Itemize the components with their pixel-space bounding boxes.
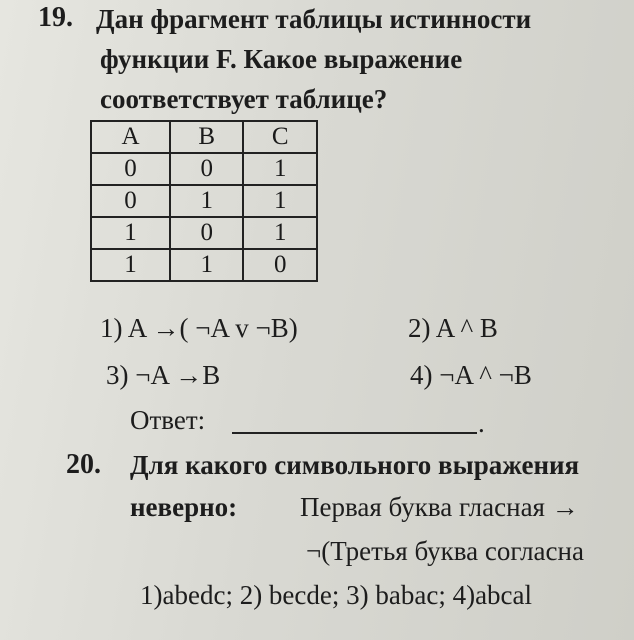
question-19-number: 19. <box>38 2 73 33</box>
table-cell: 1 <box>243 217 317 249</box>
question-19-text-line-1: Дан фрагмент таблицы истинности <box>96 4 532 34</box>
question-19-text-line-2: функции F. Какое выражение <box>100 44 463 74</box>
table-cell: 1 <box>243 153 317 185</box>
table-cell: 0 <box>170 153 244 185</box>
truth-table-header-row <box>91 121 317 153</box>
table-cell: 1 <box>170 249 244 281</box>
table-cell: 0 <box>243 249 317 281</box>
table-cell: 1 <box>91 249 170 281</box>
column-header-a: A <box>91 121 170 153</box>
table-row <box>91 249 317 281</box>
option-2: 2) A ^ B <box>408 313 498 343</box>
question-20-text-line-2b: Первая буква гласная → <box>300 492 579 522</box>
table-cell: 1 <box>91 217 170 249</box>
column-header-c: C <box>243 121 317 153</box>
question-20-text-line-3: ¬(Третья буква согласна <box>306 536 584 566</box>
table-cell: 0 <box>91 153 170 185</box>
question-20-text-line-1: Для какого символьного выражения <box>130 450 580 480</box>
table-row <box>91 217 317 249</box>
truth-table <box>90 120 318 282</box>
table-cell: 1 <box>243 185 317 217</box>
question-20-number: 20. <box>66 449 101 480</box>
table-row <box>91 185 317 217</box>
answer-end-dot: . <box>478 408 485 438</box>
table-cell: 1 <box>170 185 244 217</box>
table-row <box>91 153 317 185</box>
question-20-answers: 1)abedc; 2) becde; 3) babac; 4)abcal <box>140 580 533 610</box>
option-1: 1) A →( ¬A v ¬B) <box>100 313 298 343</box>
option-3: 3) ¬A →B <box>106 360 221 390</box>
question-19-text-line-3: соответствует таблице? <box>100 84 388 114</box>
answer-label: Ответ: <box>130 405 206 435</box>
table-cell: 0 <box>170 217 244 249</box>
table-cell: 0 <box>91 185 170 217</box>
question-20-text-line-2a: неверно: <box>130 492 238 522</box>
answer-blank-line <box>232 432 477 434</box>
column-header-b: B <box>170 121 244 153</box>
option-4: 4) ¬A ^ ¬B <box>410 360 532 390</box>
